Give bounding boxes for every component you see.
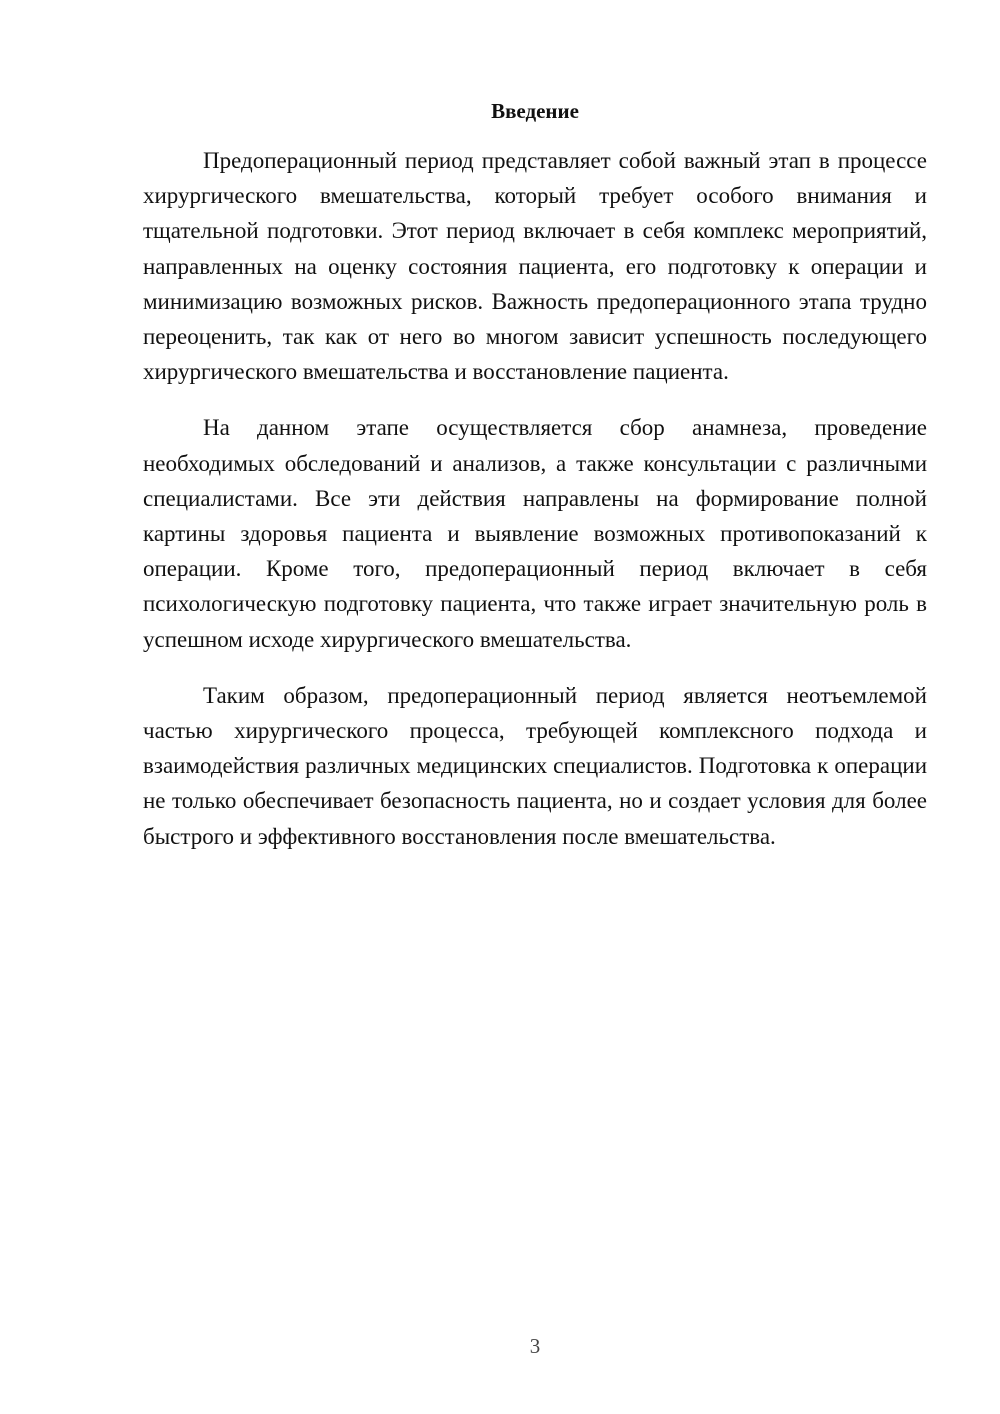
paragraph-1: Предоперационный период представляет собой важный этап в процессе хирургического вмешательства, который требует особого внимания и тщательной подготовки. Этот период включает в себя комплекс мероприятий, направленных на оценку состояния пациента, его подготовку к операции и минимизацию возможных рисков. Важность предоперационного этапа трудно переоценить, так как от него во многом зависит успешность последующего хирургического вмешательства и восстановление пациента. xyxy=(143,148,927,385)
page-number: 3 xyxy=(529,1334,541,1358)
body-text xyxy=(143,143,927,875)
paragraph-2: На данном этапе осуществляется сбор анамнеза, проведение необходимых обследований и анализов, а также консультации с различными специалистами. Все эти действия направлены на формирование полной картины здоровья пациента и выявление возможных противопоказаний к операции. Кроме того, предоперационный период включает в себя психологическую подготовку пациента, что также играет значительную роль в успешном исходе хирургического вмешательства. xyxy=(143,415,927,652)
section-title: Введение xyxy=(491,99,579,123)
paragraph-3: Таким образом, предоперационный период является неотъемлемой частью хирургического процесса, требующей комплексного подхода и взаимодействия различных медицинских специалистов. Подготовка к операции не только обеспечивает безопасность пациента, но и создает условия для более быстрого и эффективного восстановления после вмешательства. xyxy=(143,682,927,849)
